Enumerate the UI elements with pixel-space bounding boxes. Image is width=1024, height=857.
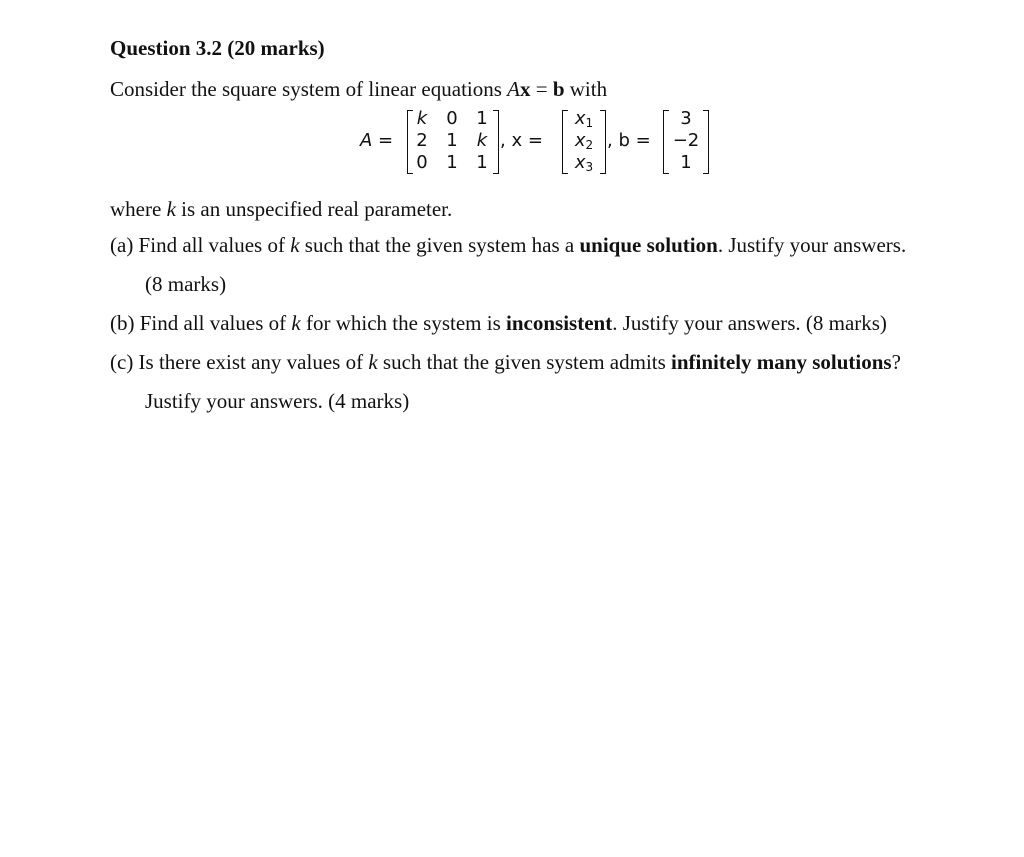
matrix-a-cell: 1 (476, 152, 488, 173)
vector-x-entry (568, 152, 600, 178)
part-b-middle: for which the system is (300, 311, 507, 335)
part-c-suffix: ? (891, 350, 901, 374)
question-title: Question 3.2 (20 marks) (110, 36, 325, 60)
part-b-prefix: (b) Find all values of (110, 311, 292, 335)
question-parts (110, 226, 990, 421)
intro-text-before: Consider the square system of linear equations (110, 77, 508, 101)
vector-x-entry-base: x (574, 130, 586, 151)
where-text-before: where (110, 197, 167, 221)
where-sentence (110, 194, 990, 224)
part-c-emphasis: infinitely many solutions (671, 350, 892, 374)
matrix-a-cell: 0 (416, 152, 428, 173)
part-a-prefix: (a) Find all values of (110, 233, 291, 257)
vector-b-entry: 1 (680, 152, 692, 173)
intro-sentence (110, 74, 990, 104)
part-b-suffix: . Justify your answers. (8 marks) (612, 311, 887, 335)
part-a-marks: (8 marks) (145, 272, 227, 296)
part-c-parameter-k: k (368, 350, 378, 374)
part-c (110, 343, 990, 382)
matrix-a-label-text: A = (360, 130, 394, 151)
vector-b-label: , b = (607, 130, 651, 151)
part-b-emphasis: inconsistent (506, 311, 613, 335)
vector-b (663, 108, 709, 174)
vector-x-entry-subscript: 3 (585, 160, 594, 174)
vector-x-entry-subscript: 1 (585, 116, 594, 130)
part-a-middle: such that the given system has a (299, 233, 580, 257)
part-b-parameter-k: k (291, 311, 301, 335)
intro-equals: = (530, 77, 553, 101)
matrix-a-cell: k (476, 130, 488, 151)
vector-x-label: , x = (500, 130, 543, 151)
intro-text-after: with (564, 77, 608, 101)
where-parameter-k: k (166, 197, 176, 221)
matrix-a-label (360, 130, 393, 152)
part-a-suffix: . Justify your answers. (717, 233, 907, 257)
vector-b-entry: −2 (672, 130, 700, 151)
matrix-a (407, 108, 499, 174)
intro-vector-b: b (552, 77, 565, 101)
part-b (110, 304, 990, 343)
part-c-continuation: Justify your answers. (4 marks) (145, 389, 410, 413)
matrix-a-cell: 1 (476, 108, 488, 129)
question-document (110, 32, 990, 421)
part-a (110, 226, 990, 265)
part-a-emphasis: unique solution (579, 233, 718, 257)
system-equation (110, 108, 990, 194)
intro-vector-x: x (519, 77, 531, 101)
vector-x-entry-subscript: 2 (585, 138, 594, 152)
vector-x-entry-base: x (574, 152, 586, 173)
matrix-a-cell: 2 (416, 130, 428, 151)
matrix-a-cell: 1 (446, 152, 458, 173)
part-a-parameter-k: k (290, 233, 300, 257)
matrix-a-cell: 1 (446, 130, 458, 151)
vector-b-right-bracket (703, 110, 709, 174)
vector-x-entry-base: x (574, 108, 586, 129)
vector-x-right-bracket (600, 110, 606, 174)
vector-x (562, 108, 606, 174)
vector-b-entry: 3 (680, 108, 692, 129)
where-text-after: is an unspecified real parameter. (175, 197, 453, 221)
matrix-a-cell: k (416, 108, 428, 129)
matrix-a-cell: 0 (446, 108, 458, 129)
intro-matrix-a: A (507, 77, 520, 101)
part-c-middle: such that the given system admits (377, 350, 672, 374)
part-c-prefix: (c) Is there exist any values of (110, 350, 369, 374)
